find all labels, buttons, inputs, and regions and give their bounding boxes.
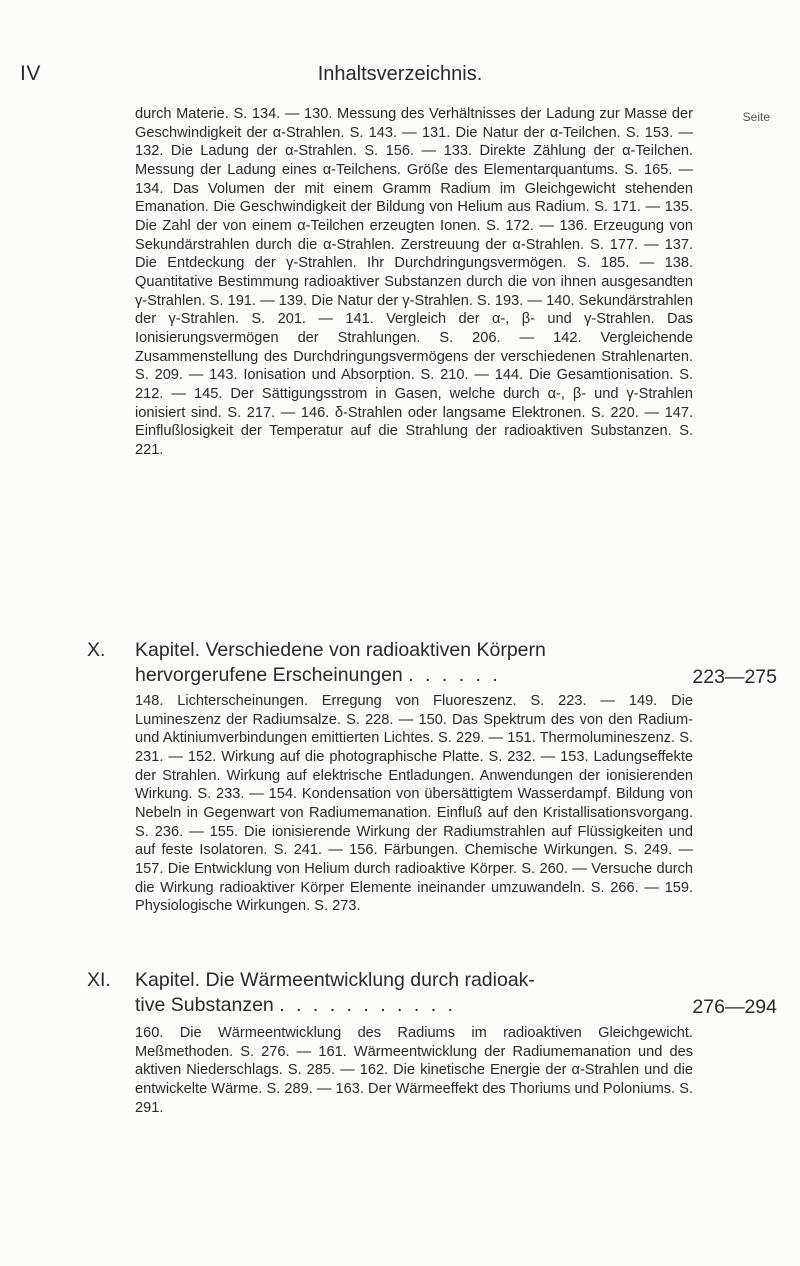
chapter-title [135, 638, 735, 688]
chapter-numeral: X. [87, 639, 106, 661]
chapter-page-range: 223—275 [692, 666, 777, 688]
toc-paragraph-x: 148. Lichterscheinungen. Erregung von Fluoreszenz. S. 223. — 149. Die Lumineszenz der Radiumsalze. S. 228. — 150. Das Spektrum des von den Radium- und Aktiniumverbindungen emittierten Lichtes. S. 229. — 151. Thermolumineszenz. S. 231. — 152. Wirkung auf die photographische Platte. S. 232. — 153. Ladungseffekte der Strahlen. Wirkung auf elektrische Entladungen. Anwendungen der ionisierenden Wirkung. S. 233. — 154. Kondensation von übersättigtem Wasserdampf. Bildung von Nebeln in Gegenwart von Radiumemanation. Einfluß auf den Kristallisationsvorgang. S. 236. — 155. Die ionisierende Wirkung der Radiumstrahlen auf Flüssigkeiten und auf feste Isolatoren. S. 241. — 156. Färbungen. Chemische Wirkungen. S. 249. — 157. Die Entwicklung von Helium durch radioaktive Körper. S. 260. — Versuche durch die Wirkung radioaktiver Körper Elemente ineinander umzuwandeln. S. 266. — 159. Physiologische Wirkungen. S. 273. [135, 693, 693, 915]
chapter-title-line-1: Kapitel. Die Wärmeentwicklung durch radioak- [135, 969, 535, 991]
chapter-title-line-2: hervorgerufene Erscheinungen . . . . . . [135, 664, 501, 686]
chapter-page-range: 276—294 [692, 996, 777, 1018]
toc-paragraph-ix-continued: durch Materie. S. 134. — 130. Messung des Verhältnisses der Ladung zur Masse der Geschwindigkeit der α-Strahlen. S. 143. — 131. Die Natur der α-Teilchen. S. 153. — 132. Die Ladung der α-Strahlen. S. 156. — 133. Direkte Zählung der α-Teilchen. Messung der Ladung eines α-Teilchens. Größe des Elementarquantums. S. 165. — 134. Das Volumen der mit einem Gramm Radium im Gleichgewicht stehenden Emanation. Die Geschwindigkeit der Bildung von Helium aus Radium. S. 171. — 135. Die Zahl der von einem α-Teilchen erzeugten Ionen. S. 172. — 136. Erzeugung von Sekundärstrahlen durch die α-Strahlen. Zerstreuung der α-Strahlen. S. 177. — 137. Die Entdeckung der γ-Strahlen. Ihr Durchdringungsvermögen. S. 185. — 138. Quantitative Bestimmung radioaktiver Substanzen durch die von ihnen ausgesandten γ-Strahlen. S. 191. — 139. Die Natur der γ-Strahlen. S. 193. — 140. Sekundärstrahlen der γ-Strahlen. S. 201. — 141. Vergleich der α-, β- und γ-Strahlen. Das Ionisierungsvermögen der Strahlungen. S. 206. — 142. Vergleichende Zusammenstellung des Durchdringungsvermögens der verschiedenen Strahlenarten. S. 209. — 143. Ionisation und Absorption. S. 210. — 144. Die Gesamtionisation. S. 212. — 145. Der Sättigungsstrom in Gasen, welche durch α-, β- und γ-Strahlen ionisiert sind. S. 217. — 146. δ-Strahlen oder langsame Elektronen. S. 220. — 147. Einflußlosigkeit der Temperatur auf die Strahlung der radioaktiven Substanzen. S. 221. [135, 106, 693, 458]
leader-dots: . . . . . . . . . . . [279, 994, 456, 1016]
page-column-label: Seite [742, 110, 770, 124]
chapter-numeral: XI. [87, 969, 111, 991]
page-number: IV [20, 62, 41, 85]
chapter-title [135, 968, 735, 1018]
chapter-title-line-1: Kapitel. Verschiedene von radioaktiven Körpern [135, 639, 546, 661]
running-title: Inhaltsverzeichnis. [317, 63, 483, 85]
chapter-entry-x [87, 638, 777, 690]
leader-dots: . . . . . . [408, 664, 501, 686]
toc-paragraph-xi: 160. Die Wärmeentwicklung des Radiums im radioaktiven Gleichgewicht. Meßmethoden. S. 276. — 161. Wärmeentwicklung der Radiumemanation und des aktiven Niederschlags. S. 285. — 162. Die kinetische Energie der α-Strahlen und die entwickelte Wärme. S. 289. — 163. Der Wärmeeffekt des Thoriums und Poloniums. S. 291. [135, 1025, 693, 1116]
chapter-title-line-2: tive Substanzen . . . . . . . . . . . [135, 994, 456, 1016]
chapter-entry-xi [87, 968, 777, 1020]
